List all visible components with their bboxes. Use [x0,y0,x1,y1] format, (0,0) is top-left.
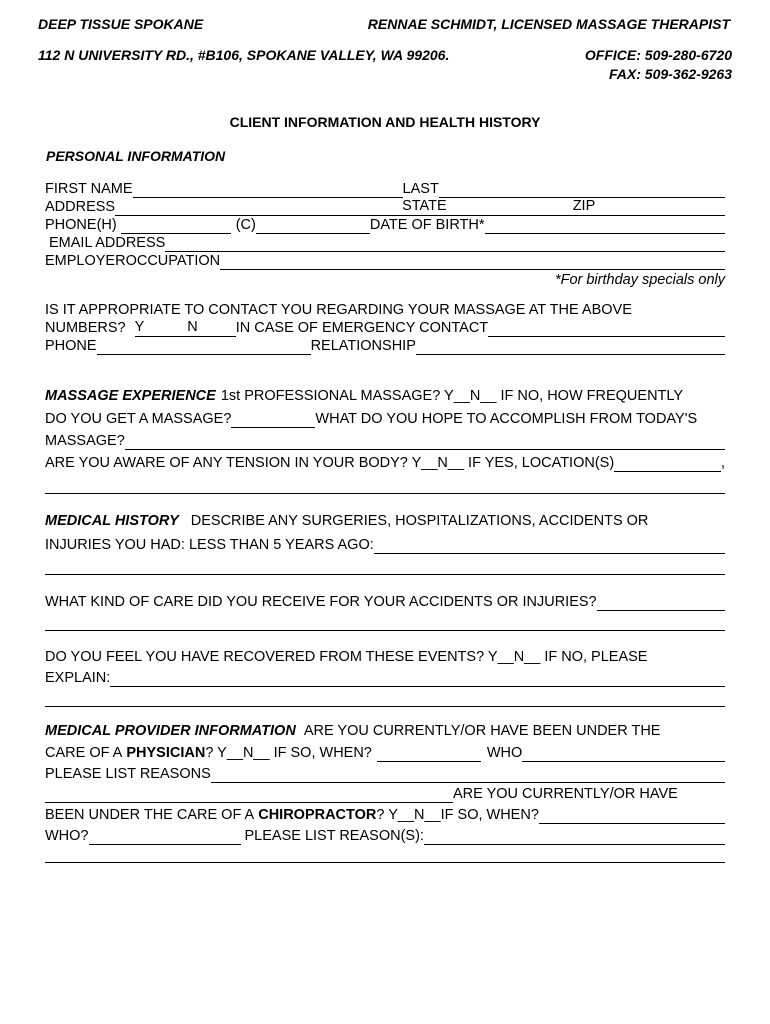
provider-line-2 [45,745,725,762]
massage-line-2 [45,411,725,428]
recovered-question: DO YOU FEEL YOU HAVE RECOVERED FROM THESE EVENTS? Y__N__ IF NO, PLEASE [45,649,648,665]
chiropractor-when-field[interactable] [539,809,725,824]
massage-line-1 [45,388,725,405]
emergency-phone-label: PHONE [45,338,97,354]
yes-field[interactable] [144,322,187,337]
physician-when-label: ? Y__N__ IF SO, WHEN? [205,745,372,761]
state-label: STATE [402,198,447,214]
business-address: 112 N UNIVERSITY RD., #B106, SPOKANE VALLEY, WA 99206. [38,47,450,63]
care-question: WHAT KIND OF CARE DID YOU RECEIVE FOR YOUR ACCIDENTS OR INJURIES? [45,594,597,610]
care-of-a-label: CARE OF A [45,745,123,761]
physician-when-field[interactable] [377,747,481,762]
address-row [45,199,725,216]
tension-question: ARE YOU AWARE OF ANY TENSION IN YOUR BODY? Y__N__ IF YES, LOCATION(S) [45,455,615,471]
physician-reasons-field[interactable] [211,768,725,783]
last-name-field[interactable] [439,183,725,198]
relationship-field[interactable] [416,340,725,355]
care-line-2[interactable] [45,630,725,631]
physician-who-field[interactable] [522,747,725,762]
tension-location-field[interactable] [614,457,721,472]
massage-goal-field[interactable] [125,435,725,450]
recovered-row [45,649,725,666]
contact-question: IS IT APPROPRIATE TO CONTACT YOU REGARDING YOUR MASSAGE AT THE ABOVE [45,302,632,318]
massage-experience-heading: MASSAGE EXPERIENCE [45,388,216,404]
medical-line-2 [45,537,725,554]
last-name-label: LAST [402,181,439,197]
emergency-contact-label: IN CASE OF EMERGENCY CONTACT [235,320,489,336]
explain-row [45,670,725,687]
emergency-contact-field[interactable] [488,322,725,337]
medical-provider-heading: MEDICAL PROVIDER INFORMATION [45,723,296,739]
injuries-field[interactable] [374,539,725,554]
injuries-label: INJURIES YOU HAD: LESS THAN 5 YEARS AGO: [45,537,374,553]
employer-occupation-label: EMPLOYEROCCUPATION [45,253,221,269]
first-massage-question: 1st PROFESSIONAL MASSAGE? Y__N__ IF NO, HOW FREQUENTLY [220,388,684,404]
physician-reasons-label: PLEASE LIST REASONS [45,766,211,782]
chiropractor-label: CHIROPRACTOR [258,807,377,823]
provider-line-6 [45,828,725,845]
physician-who-label: WHO [486,745,523,761]
provider-question: ARE YOU CURRENTLY/OR HAVE BEEN UNDER THE [303,723,661,739]
phone-home-label: PHONE(H) [45,217,117,233]
address-field[interactable] [115,201,402,216]
tension-location-line-2[interactable] [45,493,725,494]
massage-line-4 [45,455,725,472]
birthday-note: *For birthday specials only [554,272,725,288]
massage-line-3 [45,433,725,450]
care-row [45,594,725,611]
yes-label: Y [134,319,145,335]
phone-home-field[interactable] [121,219,231,234]
medical-history-heading: MEDICAL HISTORY [45,513,179,529]
provider-line-5 [45,807,725,824]
numbers-label: NUMBERS? [45,320,126,336]
provider-line-1 [45,723,725,740]
contact-row [45,320,725,337]
employer-row [45,253,725,270]
form-title: CLIENT INFORMATION AND HEALTH HISTORY [229,114,541,130]
office-phone: OFFICE: 509-280-6720 [584,47,732,63]
massage-goal-label: WHAT DO YOU HOPE TO ACCOMPLISH FROM TODAY'S [315,411,698,427]
medical-line-1 [45,513,725,530]
care-field[interactable] [597,596,725,611]
emergency-phone-row [45,338,725,355]
email-row [45,235,725,252]
no-field[interactable] [198,322,236,337]
chiropractor-who-field[interactable] [89,830,241,845]
relationship-label: RELATIONSHIP [310,338,416,354]
chiropractor-reasons-field[interactable] [424,830,725,845]
explain-label: EXPLAIN: [45,670,111,686]
dob-field[interactable] [485,219,725,234]
explain-line-2[interactable] [45,706,725,707]
chiropractor-question: ARE YOU CURRENTLY/OR HAVE [453,786,678,802]
therapist-name: RENNAE SCHMIDT, LICENSED MASSAGE THERAPIST [367,16,730,32]
business-name: DEEP TISSUE SPOKANE [38,16,204,32]
employer-occupation-field[interactable] [220,255,725,270]
massage-frequency-label: DO YOU GET A MASSAGE? [45,411,232,427]
no-label: N [187,319,198,335]
state-field[interactable] [447,201,573,216]
personal-info-heading: PERSONAL INFORMATION [46,148,226,164]
been-under-label: BEEN UNDER THE CARE OF A [45,807,255,823]
email-label: EMAIL ADDRESS [49,235,166,251]
dob-label: DATE OF BIRTH* [369,217,485,233]
provider-line-3 [45,766,725,783]
address-label: ADDRESS [45,199,116,215]
massage-goal-label-2: MASSAGE? [45,433,125,449]
chiropractor-reasons-line-2[interactable] [45,862,725,863]
phone-row [45,217,725,234]
name-row [45,181,725,198]
email-field[interactable] [165,237,725,252]
injuries-line-2[interactable] [45,574,725,575]
physician-label: PHYSICIAN [126,745,206,761]
chiropractor-reasons-label: PLEASE LIST REASON(S): [244,828,424,844]
contact-line-1 [45,302,725,319]
explain-field[interactable] [110,672,725,687]
tension-comma: , [720,455,725,471]
first-name-field[interactable] [133,183,403,198]
first-name-label: FIRST NAME [45,181,133,197]
phone-cell-label: (C) [235,217,256,233]
phone-cell-field[interactable] [256,219,370,234]
zip-field[interactable] [595,201,725,216]
massage-frequency-field[interactable] [231,413,315,428]
surgeries-question: DESCRIBE ANY SURGERIES, HOSPITALIZATIONS, ACCIDENTS OR [190,513,649,529]
zip-label: ZIP [572,198,596,214]
provider-line-4 [45,786,725,803]
physician-reasons-field-2[interactable] [45,788,453,803]
fax-number: FAX: 509-362-9263 [609,66,732,82]
emergency-phone-field[interactable] [97,340,311,355]
chiropractor-who-label: WHO? [45,828,89,844]
chiropractor-when-label: ? Y__N__IF SO, WHEN? [376,807,539,823]
